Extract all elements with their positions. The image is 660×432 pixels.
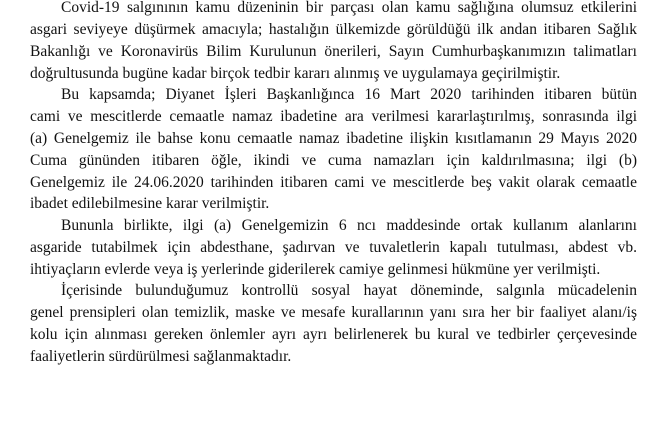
paragraph-2-line-3: (a) Genelgemiz ile bahse konu cemaatle namaz ibadetine ilişkin kısıtlamanın 29 Mayıs 2020: [30, 130, 637, 147]
paragraph-3-line-3: ihtiyaçların evlerde veya iş yerlerinde giderilerek camiye gelinmesi hükmüne yer verilmişti.: [30, 261, 601, 278]
paragraph-4-line-2: genel prensipleri olan temizlik, maske ve mesafe kurallarının yanı sıra her bir faaliyet alanı/iş: [30, 304, 637, 321]
paragraph-1-line-2: asgari seviyeye düşürmek amacıyla; hastalığın ülkemizde görüldüğü ilk andan itibaren Sağlık: [30, 21, 637, 38]
paragraph-2-line-5: Genelgemiz ile 24.06.2020 tarihinden itibaren cami ve mescitlerde beş vakit olarak cemaatle: [30, 174, 637, 191]
paragraph-2-line-4: Cuma gününden itibaren öğle, ikindi ve cuma namazları için kaldırılmasına; ilgi (b): [30, 152, 637, 169]
paragraph-3-line-2: asgaride tutabilmek için abdesthane, şadırvan ve tuvaletlerin kapalı tutulması, abdest vb.: [30, 239, 637, 256]
paragraph-4-line-4: faaliyetlerin sürdürülmesi sağlanmaktadır.: [30, 348, 292, 365]
paragraph-4-line-3: kolu için alınması gereken önlemler ayrı ayrı belirlenerek bu kural ve tedbirler çerçevesinde: [30, 326, 637, 343]
paragraph-3-line-1: Bununla birlikte, ilgi (a) Genelgemizin 6 ncı maddesinde ortak kullanım alanlarını: [61, 217, 637, 234]
paragraph-2-line-6: ibadet edilebilmesine karar verilmiştir.: [30, 195, 270, 212]
paragraph-1-line-1: Covid-19 salgınının kamu düzeninin bir parçası olan kamu sağlığına olumsuz etkilerini: [61, 0, 637, 16]
paragraph-1-line-4: doğrultusunda bugüne kadar birçok tedbir kararı alınmış ve uygulamaya geçirilmiştir.: [30, 65, 561, 82]
paragraph-4-line-1: İçerisinde bulunduğumuz kontrollü sosyal hayat döneminde, salgınla mücadelenin: [61, 282, 637, 299]
paragraph-2-line-2: cami ve mescitlerde cemaatle namaz ibadetine ara verilmesi kararlaştırılmış, sonrasında ilgi: [30, 108, 637, 125]
paragraph-2-line-1: Bu kapsamda; Diyanet İşleri Başkanlığınca 16 Mart 2020 tarihinden itibaren bütün: [61, 86, 637, 103]
document-page-continued: [30, 0, 637, 432]
paragraph-1-line-3: Bakanlığı ve Koronavirüs Bilim Kurulunun önerileri, Sayın Cumhurbaşkanımızın talimatları: [30, 43, 637, 60]
